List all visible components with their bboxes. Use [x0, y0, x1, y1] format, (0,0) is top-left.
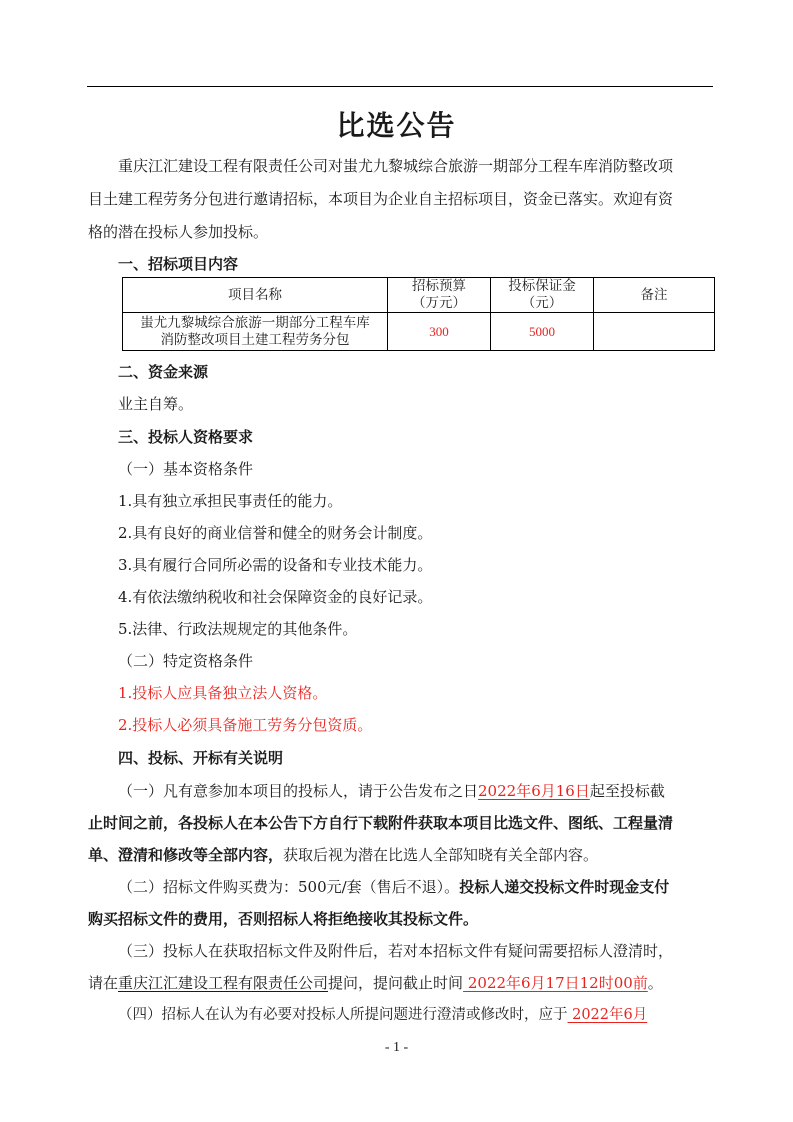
- special-item: 2.投标人必须具备施工劳务分包资质。: [118, 716, 373, 734]
- note-1-line-1: [118, 781, 665, 801]
- note-4-line-1: [118, 1005, 647, 1025]
- note-2-text: （二）招标文件购买费为：500元/套（售后不退）。: [118, 878, 460, 896]
- header-budget-line-2: （万元）: [412, 295, 466, 311]
- basic-qualification-title: （一）基本资格条件: [118, 460, 254, 478]
- note-1-line-2: 止时间之前，各投标人在本公告下方自行下载附件获取本项目比选文件、图纸、工程量清: [88, 814, 674, 832]
- note-4-text: （四）招标人在认为有必要对投标人所提问题进行澄清或修改时，应于: [118, 1007, 568, 1023]
- note-3-line-1: （三）投标人在获取招标文件及附件后，若对本招标文件有疑问需要招标人澄清时，: [118, 942, 674, 960]
- table-header-row: [123, 278, 715, 313]
- note-1-text: （一）凡有意参加本项目的投标人，请于公告发布之日: [118, 782, 479, 800]
- page-title: 比选公告: [336, 109, 457, 142]
- note-3-text: 请在: [88, 974, 119, 992]
- basic-item: 5.法律、行政法规规定的其他条件。: [118, 620, 358, 638]
- section-2-heading: 二、资金来源: [118, 363, 209, 381]
- section-1-heading: 一、招标项目内容: [118, 255, 239, 273]
- header-budget-line-1: 招标预算: [412, 278, 466, 294]
- header-project-name: 项目名称: [123, 278, 388, 313]
- bid-items-table: [122, 277, 715, 351]
- header-bond-line-2: （元）: [521, 295, 563, 311]
- special-item: 1.投标人应具备独立法人资格。: [118, 684, 328, 702]
- basic-item: 3.具有履行合同所必需的设备和专业技术能力。: [118, 556, 433, 574]
- section-3-heading: 三、投标人资格要求: [118, 428, 254, 446]
- note-2-bold-text: 投标人递交投标文件时现金支付: [459, 878, 670, 896]
- note-1-plain-text: 获取后视为潜在比选人全部知晓有关全部内容。: [283, 846, 599, 864]
- note-2-line-2: 购买招标文件的费用，否则招标人将拒绝接收其投标文件。: [88, 910, 479, 928]
- intro-line-3: 格的潜在投标人参加投标。: [88, 223, 269, 241]
- note-3-line-2: [88, 973, 663, 993]
- note-3-company: 重庆江汇建设工程有限责任公司: [118, 974, 329, 992]
- note-1-text-tail: 起至投标截: [589, 782, 665, 800]
- cell-remark: [594, 313, 715, 351]
- cell-budget: 300: [388, 313, 491, 351]
- special-qualification-title: （二）特定资格条件: [118, 652, 254, 670]
- note-2-line-1: [118, 877, 669, 897]
- note-3-deadline: 2022年6月17日12时00前: [463, 974, 648, 992]
- header-budget: [388, 278, 491, 313]
- table-row: [123, 313, 715, 351]
- section-2-body: 业主自筹。: [118, 395, 194, 413]
- page-number: - 1 -: [384, 1040, 409, 1055]
- header-rule: [87, 86, 713, 87]
- cell-bond: 5000: [491, 313, 594, 351]
- header-bond-line-1: 投标保证金: [508, 278, 576, 294]
- section-4-heading: 四、投标、开标有关说明: [118, 749, 284, 767]
- intro-line-2: 目土建工程劳务分包进行邀请招标，本项目为企业自主招标项目，资金已落实。欢迎有资: [88, 190, 674, 208]
- basic-item: 2.具有良好的商业信誉和健全的财务会计制度。: [118, 524, 433, 542]
- cell-project-name: [123, 313, 388, 351]
- basic-item: 1.具有独立承担民事责任的能力。: [118, 492, 343, 510]
- cell-project-name-line-2: 消防整改项目土建工程劳务分包: [160, 331, 350, 348]
- note-3-text-end: 。: [647, 974, 663, 992]
- cell-project-name-line-1: 蚩尤九黎城综合旅游一期部分工程车库: [140, 314, 370, 331]
- note-1-date: 2022年6月16日: [478, 782, 590, 800]
- basic-item: 4.有依法缴纳税收和社会保障资金的良好记录。: [118, 588, 433, 606]
- note-1-bold-text: 单、澄清和修改等全部内容，: [88, 846, 284, 864]
- note-3-text-mid: 提问，提问截止时间: [328, 974, 464, 992]
- note-1-line-3: [88, 845, 598, 865]
- note-4-date-part-1: 2022年6月: [567, 1007, 648, 1023]
- header-remark: 备注: [594, 278, 715, 313]
- intro-line-1: 重庆江汇建设工程有限责任公司对蚩尤九黎城综合旅游一期部分工程车库消防整改项: [118, 157, 674, 175]
- header-bond: [491, 278, 594, 313]
